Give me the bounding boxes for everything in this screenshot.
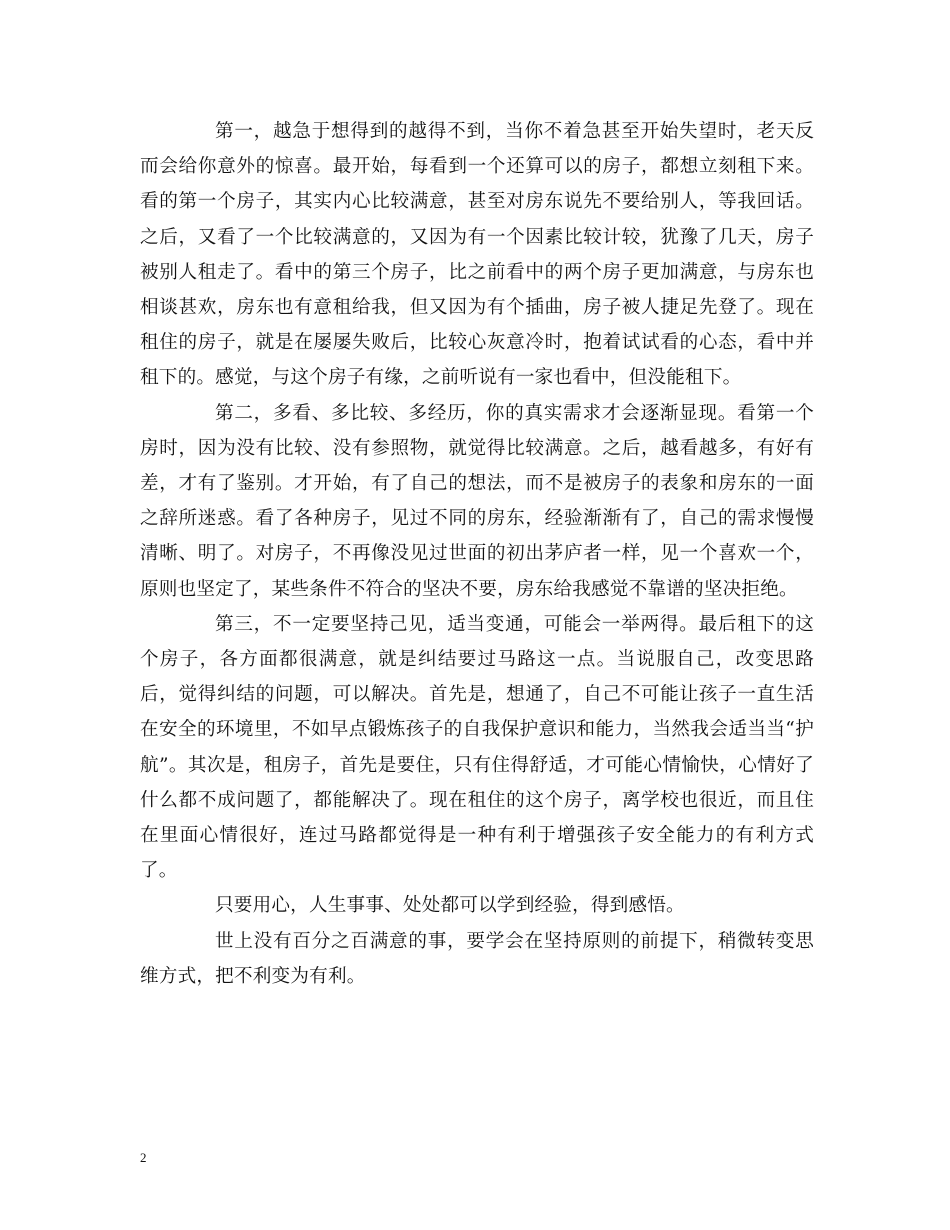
paragraph-first-point: 第一，越急于想得到的越得不到，当你不着急甚至开始失望时，老天反而会给你意外的惊喜。最开始，每看到一个还算可以的房子，都想立刻租下来。看的第一个房子，其实内心比较满意，甚至对房东说先不要给别人，等我回话。之后，又看了一个比较满意的，又因为有一个因素比较计较，犹豫了几天，房子被别人租走了。看中的第三个房子，比之前看中的两个房子更加满意，与房东也相谈甚欢，房东也有意租给我，但又因为有个插曲，房子被人捷足先登了。现在租住的房子，就是在屡屡失败后，比较心灰意冷时，抱着试试看的心态，看中并租下的。感觉，与这个房子有缘，之前听说有一家也看中，但没能租下。 <box>140 121 814 389</box>
paragraph-third-point: 第三，不一定要坚持己见，适当变通，可能会一举两得。最后租下的这个房子，各方面都很满意，就是纠结要过马路这一点。当说服自己，改变思路后，觉得纠结的问题，可以解决。首先是，想通了，自己不可能让孩子一直生活在安全的环境里，不如早点锻炼孩子的自我保护意识和能力，当然我会适当当“护航”。其次是，租房子，首先是要住，只有住得舒适，才可能心情愉快，心情好了什么都不成问题了，都能解决了。现在租住的这个房子，离学校也很近，而且住在里面心情很好，连过马路都觉得是一种有利于增强孩子安全能力的有利方式了。 <box>140 613 814 882</box>
paragraph-conclusion: 世上没有百分之百满意的事，要学会在坚持原则的前提下，稍微转变思维方式，把不利变为有利。 <box>140 930 814 987</box>
paragraph-insight: 只要用心，人生事事、处处都可以学到经验，得到感悟。 <box>215 895 685 917</box>
page-number: 2 <box>140 1150 147 1165</box>
paragraph-second-point: 第二，多看、多比较、多经历，你的真实需求才会逐渐显现。看第一个房时，因为没有比较、没有参照物，就觉得比较满意。之后，越看越多，有好有差，才有了鉴别。才开始，有了自己的想法，而不是被房子的表象和房东的一面之辞所迷惑。看了各种房子，见过不同的房东，经验渐渐有了，自己的需求慢慢清晰、明了。对房子，不再像没见过世面的初出茅庐者一样，见一个喜欢一个，原则也坚定了，某些条件不符合的坚决不要，房东给我感觉不靠谱的坚决拒绝。 <box>140 402 814 600</box>
document-body <box>140 114 814 994</box>
